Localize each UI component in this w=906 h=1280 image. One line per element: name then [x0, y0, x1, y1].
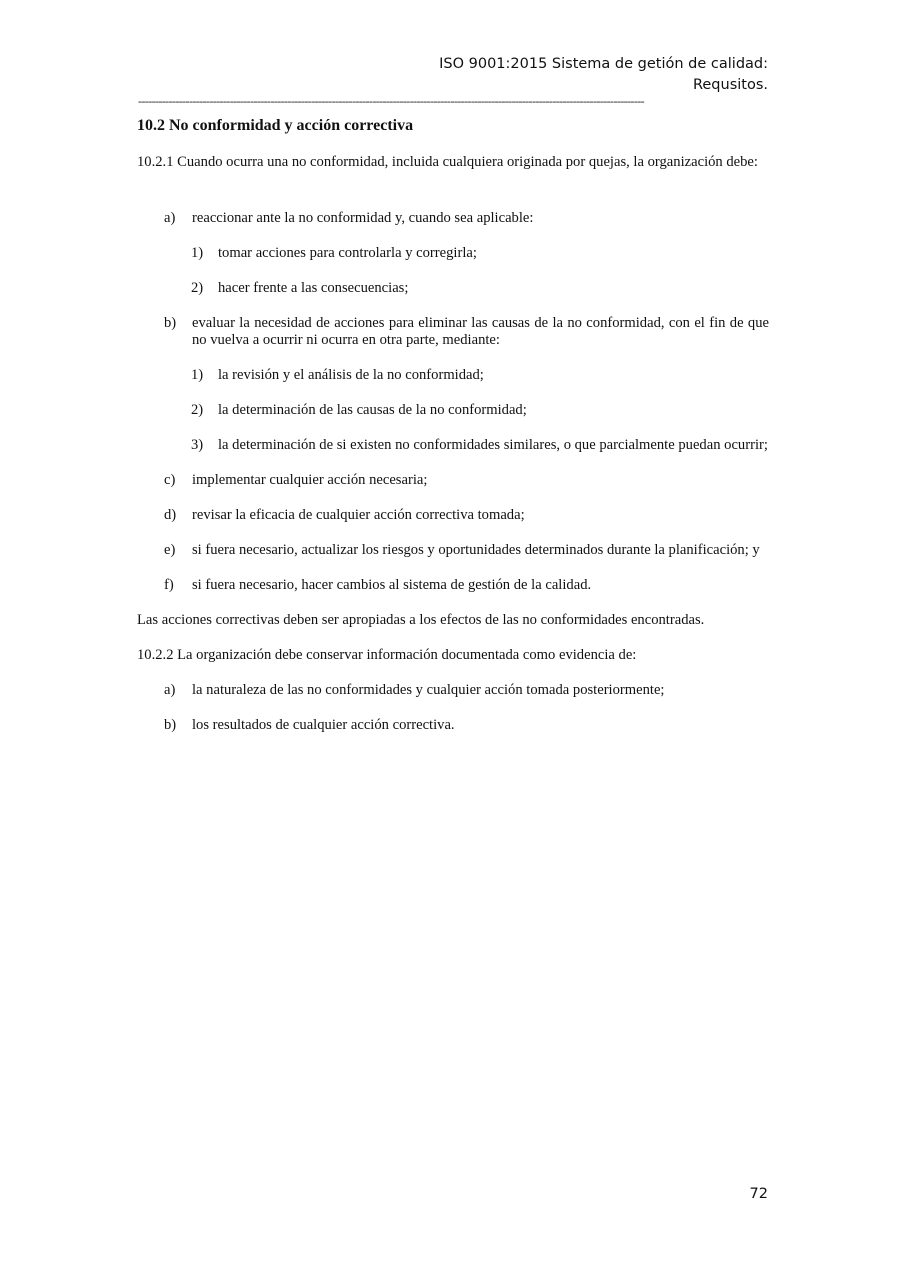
page-number: 72 [749, 1186, 768, 1202]
list-item-label: c) [164, 472, 176, 488]
list-item-label: d) [164, 507, 177, 523]
list-item-label: b) [164, 315, 177, 331]
header-line-1: ISO 9001:2015 Sistema de getión de calidad: [439, 56, 768, 72]
running-header [439, 54, 768, 96]
list-item [137, 577, 769, 594]
sub-item-label: 3) [191, 437, 204, 453]
list-item-label: a) [164, 210, 176, 226]
list-item-text: los resultados de cualquier acción correctiva. [192, 717, 455, 733]
sub-item-text: hacer frente a las consecuencias; [218, 280, 409, 296]
list-item-label: e) [164, 542, 176, 558]
list-item-text: si fuera necesario, hacer cambios al sistema de gestión de la calidad. [192, 577, 592, 593]
list-item-text: revisar la eficacia de cualquier acción correctiva tomada; [192, 507, 525, 523]
list-item [137, 682, 769, 699]
list-item-text: evaluar la necesidad de acciones para eliminar las causas de la no conformidad, con el fin de que no vuelva a ocurrir ni ocurra en otra parte, mediante: [192, 315, 769, 348]
list-item-text: la naturaleza de las no conformidades y cualquier acción tomada posteriormente; [192, 682, 665, 698]
list-item [137, 210, 769, 227]
header-divider: ----------------------------------------------------------------------------------------------------------------------------------------------------- [138, 96, 645, 106]
list-item [137, 717, 769, 734]
sub-item-label: 1) [191, 245, 204, 261]
list-item-label: a) [164, 682, 176, 698]
section-title: 10.2 No conformidad y acción correctiva [137, 117, 414, 134]
list-item [137, 472, 769, 489]
list-item-text: implementar cualquier acción necesaria; [192, 472, 428, 488]
sub-list-item [137, 402, 769, 419]
section-body [137, 116, 769, 734]
list-item-label: b) [164, 717, 177, 733]
list-item-text: reaccionar ante la no conformidad y, cuando sea aplicable: [192, 210, 534, 226]
clause-intro: 10.2.1 Cuando ocurra una no conformidad, incluida cualquiera originada por quejas, la organización debe: [137, 154, 758, 170]
sub-item-text: la determinación de si existen no conformidades similares, o que parcialmente puedan ocurrir; [218, 437, 768, 453]
list-item-label: f) [164, 577, 174, 593]
sub-item-text: la determinación de las causas de la no conformidad; [218, 402, 527, 418]
sub-list-item [137, 280, 769, 297]
list-item [137, 542, 769, 559]
closing-paragraph: Las acciones correctivas deben ser apropiadas a los efectos de las no conformidades encontradas. [137, 612, 705, 628]
sub-item-label: 2) [191, 402, 204, 418]
sub-item-label: 2) [191, 280, 204, 296]
sub-item-text: tomar acciones para controlarla y corregirla; [218, 245, 477, 261]
list-item-text: si fuera necesario, actualizar los riesgos y oportunidades determinados durante la planificación; y [192, 542, 760, 558]
header-line-2: Requsitos. [692, 77, 768, 93]
list-item [137, 507, 769, 524]
sub-list-item [137, 367, 769, 384]
sub-list-item [137, 437, 769, 454]
clause-intro-2: 10.2.2 La organización debe conservar información documentada como evidencia de: [137, 647, 637, 663]
sub-item-label: 1) [191, 367, 204, 383]
sub-list-item [137, 245, 769, 262]
list-item [137, 315, 769, 349]
sub-item-text: la revisión y el análisis de la no conformidad; [218, 367, 484, 383]
